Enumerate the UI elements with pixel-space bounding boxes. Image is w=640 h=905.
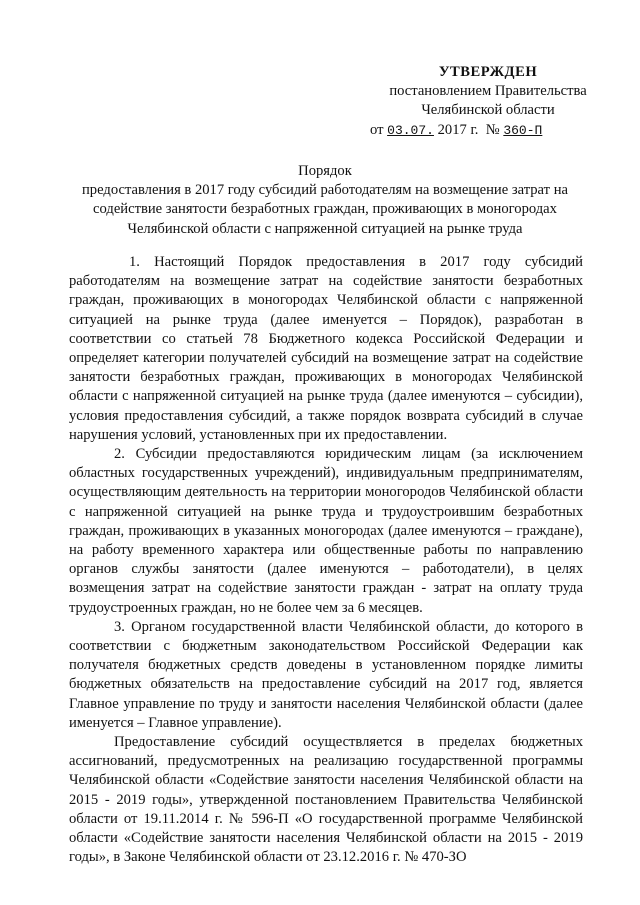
- approval-line-1: постановлением Правительства: [389, 83, 587, 100]
- number-sign: №: [485, 121, 500, 138]
- date-value: 03.07.: [387, 122, 434, 138]
- date-prefix: от: [370, 121, 384, 138]
- paragraph-2: 2. Субсидии предоставляются юридическим лицам (за исключением областных государственных учреждений), индивидуальным предпринимателям, осуществляющим деятельность на территории моногородов Челябинской области с напряженной ситуацией на рынке труда и трудоустроившим безработных граждан, проживающих в указанных моногородах (далее именуются – граждане), на работу временного характера или общественные работы по направлению органов службы занятости (далее именуются – работодатели), в целях возмещения затрат на содействие занятости граждан - затрат на оплату труда трудоустроенных граждан, но не более чем за 6 месяцев.: [69, 446, 583, 616]
- document-body: [69, 253, 583, 868]
- approval-stamp: [368, 63, 608, 140]
- paragraph-1: 1. Настоящий Порядок предоставления в 2017 году субсидий работодателям на возмещение затрат на содействие занятости безработных граждан, проживающих в моногородах Челябинской области с напряженной ситуацией на рынке труда (далее именуется – Порядок), разработан в соответствии со статьей 78 Бюджетного кодекса Российской Федерации и определяет категории получателей субсидий на возмещение затрат на содействие занятости безработных граждан, проживающих в моногородах Челябинской области с напряженной ситуацией на рынке труда (далее именуются – субсидии), условия предоставления субсидий, а также порядок возврата субсидий в случае нарушения условий, установленных при их предоставлении.: [69, 254, 583, 443]
- paragraph-3: 3. Органом государственной власти Челябинской области, до которого в соответствии с бюджетным законодательством Российской Федерации как получателя бюджетных средств доведены в установленном порядке лимиты бюджетных обязательств на предоставление субсидий на 2017 год, является Главное управление по труду и занятости населения Челябинской области (далее именуется – Главное управление).: [69, 618, 583, 731]
- year-text: 2017 г.: [437, 121, 479, 138]
- approval-heading: УТВЕРЖДЕН: [438, 64, 538, 80]
- paragraph-4: Предоставление субсидий осуществляется в пределах бюджетных ассигнований, предусмотренных на реализацию государственной программы Челябинской области «Содействие занятости населения Челябинской области на 2015 - 2019 годы», утвержденной постановлением Правительства Челябинской области от 19.11.2014 г. № 596-П «О государственной программе Челябинской области «Содействие занятости населения Челябинской области на 2015 - 2019 годы», в Законе Челябинской области от 23.12.2016 г. № 470-ЗО: [69, 734, 583, 866]
- document-title: [60, 162, 590, 239]
- number-value: 360-П: [503, 122, 543, 138]
- title-heading: Порядок: [298, 163, 352, 179]
- approval-line-2: Челябинской области: [421, 102, 555, 119]
- title-subtitle: предоставления в 2017 году субсидий работодателям на возмещение затрат на содействие занятости безработных граждан, проживающих в моногородах Челябинской области с напряженной ситуацией на рынке труда: [82, 182, 568, 237]
- approval-date-line: [368, 121, 608, 140]
